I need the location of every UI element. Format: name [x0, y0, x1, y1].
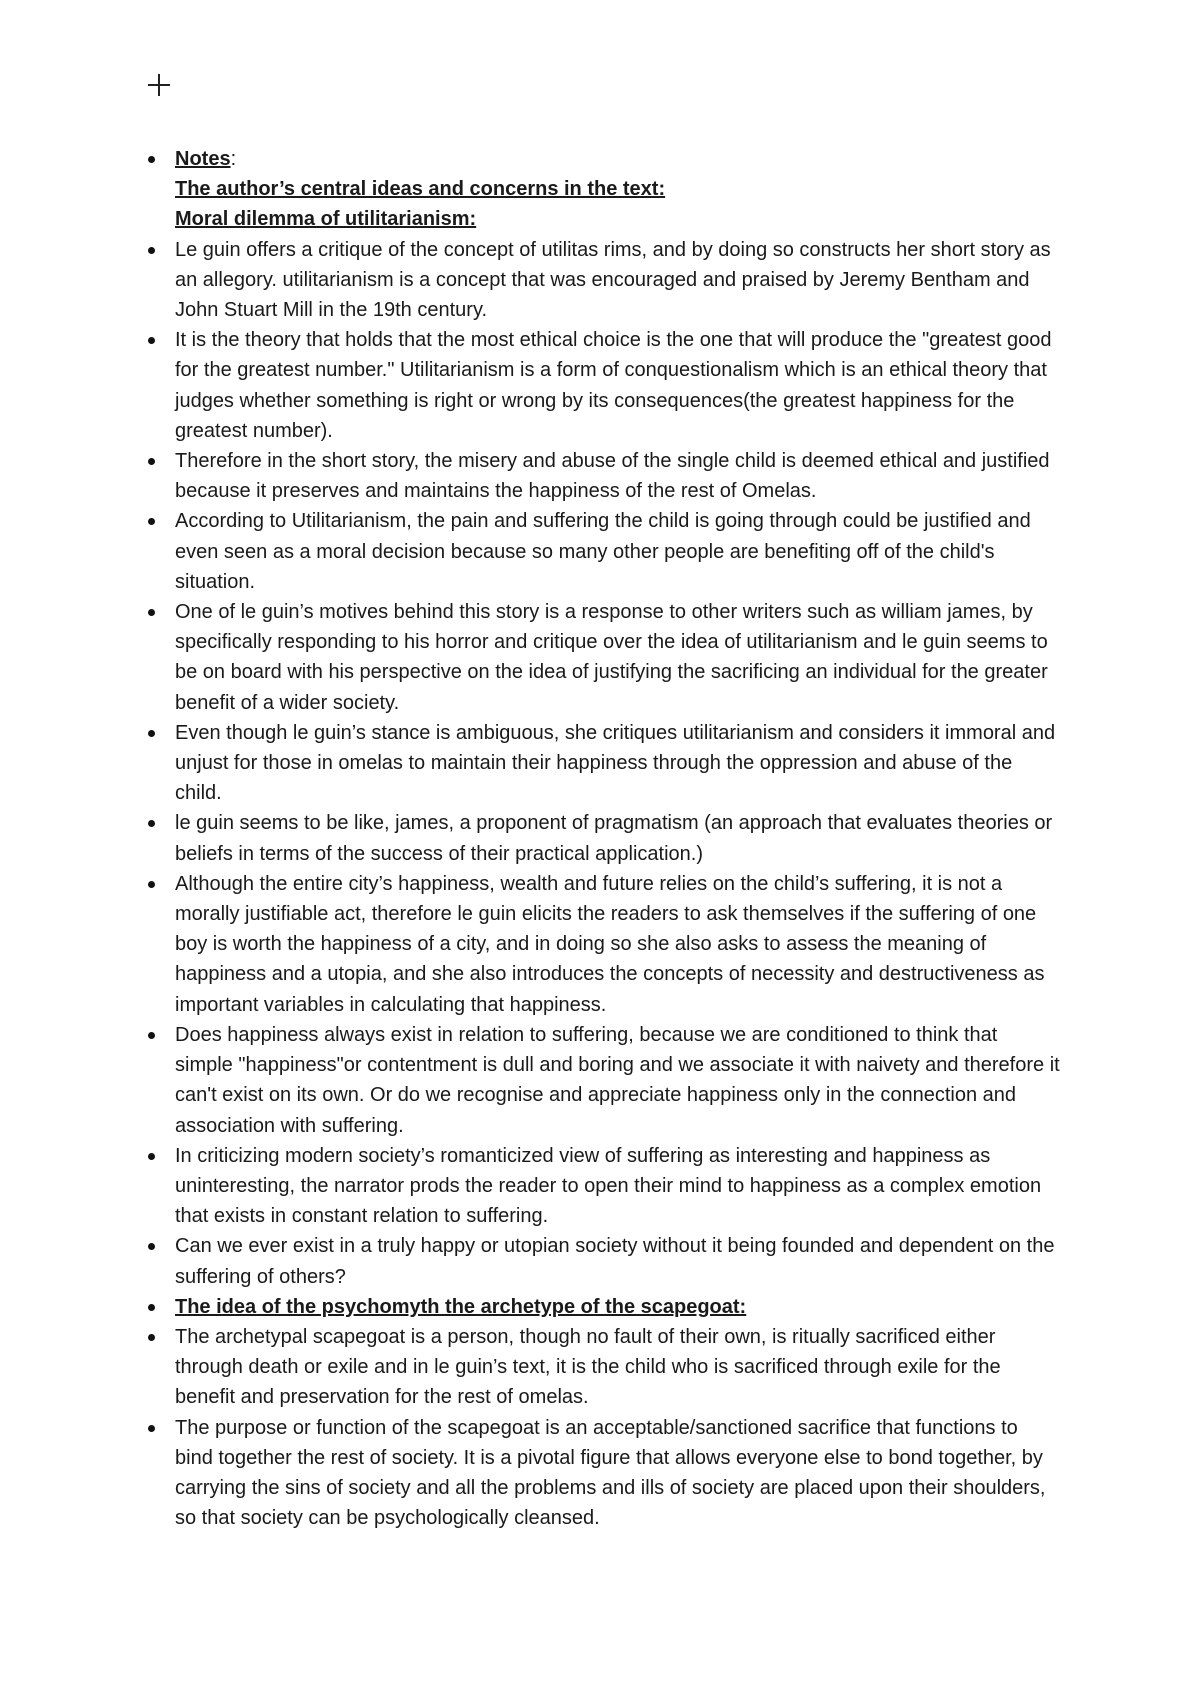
list-item [0, 597, 1200, 718]
subheading-central-ideas: The author’s central ideas and concerns in the text: [175, 178, 666, 201]
notes-heading-item [0, 144, 1200, 235]
list-item-text: It is the theory that holds that the most ethical choice is the one that will produce the "greatest good for the greatest number." Utilitarianism is a form of conquestionalism which is an ethical theory that judges whether something is right or wrong by its consequences(the greatest happiness for the greatest number). [175, 329, 1052, 442]
bullet-icon [148, 1304, 155, 1311]
list-item-text: Therefore in the short story, the misery and abuse of the single child is deemed ethical and justified because it preserves and maintains the happiness of the rest of Omelas. [175, 450, 1050, 503]
list-item [0, 446, 1200, 506]
list-item [0, 718, 1200, 809]
bullet-icon [148, 247, 155, 254]
bullet-icon [148, 1153, 155, 1160]
bullet-icon [148, 1334, 155, 1341]
bullet-icon [148, 609, 155, 616]
heading-scapegoat: The idea of the psychomyth the archetype of the scapegoat: [175, 1295, 747, 1318]
list-item-text: According to Utilitarianism, the pain and suffering the child is going through could be justified and even seen as a moral decision because so many other people are benefiting off of the child's situation. [175, 510, 1031, 593]
list-item [0, 869, 1200, 1020]
bullet-icon [148, 820, 155, 827]
list-item [0, 1322, 1200, 1413]
bullet-icon [148, 1243, 155, 1250]
bullet-icon [148, 458, 155, 465]
list-item [0, 1231, 1200, 1291]
notes-colon: : [230, 148, 237, 170]
list-item [0, 506, 1200, 597]
list-item-text: Does happiness always exist in relation to suffering, because we are conditioned to think that simple "happiness"or contentment is dull and boring and we associate it with naivety and therefore it can't exist on its own. Or do we recognise and appreciate happiness only in the connection and association with suffering. [175, 1023, 1060, 1137]
list-item [0, 1141, 1200, 1232]
bullet-icon [148, 156, 155, 163]
list-item [0, 325, 1200, 446]
bullet-icon [148, 730, 155, 737]
list-item [0, 1020, 1200, 1141]
crosshair-cursor-icon [148, 74, 170, 96]
subheading-moral-dilemma: Moral dilemma of utilitarianism: [175, 208, 477, 231]
scapegoat-heading-item [0, 1292, 1200, 1322]
list-item-text: The purpose or function of the scapegoat is an acceptable/sanctioned sacrifice that functions to bind together the rest of society. It is a pivotal figure that allows everyone else to bond together, by carrying the sins of society and all the problems and ills of society are placed upon their shoulders, so that society can be psychologically cleansed. [175, 1416, 1046, 1530]
bullet-list-utilitarianism [0, 235, 1200, 1292]
list-item-text: Although the entire city’s happiness, wealth and future relies on the child’s suffering, it is not a morally justifiable act, therefore le guin elicits the readers to ask themselves if the suffering of one boy is worth the happiness of a city, and in doing so she also asks to assess the meaning of happiness and a utopia, and she also introduces the concepts of necessity and destructiveness as important variables in calculating that happiness. [175, 872, 1045, 1016]
bullet-icon [148, 518, 155, 525]
list-item-text: The archetypal scapegoat is a person, though no fault of their own, is ritually sacrificed either through death or exile and in le guin’s text, it is the child who is sacrificed through exile for the benefit and preservation for the rest of omelas. [175, 1325, 1001, 1409]
list-item-text: Even though le guin’s stance is ambiguous, she critiques utilitarianism and considers it immoral and unjust for those in omelas to maintain their happiness through the oppression and abuse of the child. [175, 721, 1056, 805]
bullet-icon [148, 1032, 155, 1039]
list-item-text: Le guin offers a critique of the concept of utilitas rims, and by doing so constructs her short story as an allegory. utilitarianism is a concept that was encouraged and praised by Jeremy Bentham and John Stuart Mill in the 19th century. [175, 238, 1051, 322]
list-item-text: le guin seems to be like, james, a proponent of pragmatism (an approach that evaluates theories or beliefs in terms of the success of their practical application.) [175, 812, 1053, 865]
list-item-text: In criticizing modern society’s romanticized view of suffering as interesting and happiness as uninteresting, the narrator prods the reader to open their mind to happiness as a complex emotion that exists in constant relation to suffering. [175, 1144, 1042, 1228]
bullet-icon [148, 1425, 155, 1432]
list-item [0, 808, 1200, 868]
list-item [0, 235, 1200, 326]
bullet-icon [148, 337, 155, 344]
document-body [0, 144, 1200, 1533]
list-item-text: One of le guin’s motives behind this story is a response to other writers such as william james, by specifically responding to his horror and critique over the idea of utilitarianism and le guin seems to be on board with his perspective on the idea of justifying the sacrificing an individual for the greater benefit of a wider society. [175, 601, 1048, 714]
list-item [0, 1413, 1200, 1534]
notes-label: Notes [175, 148, 231, 170]
list-item-text: Can we ever exist in a truly happy or utopian society without it being founded and dependent on the suffering of others? [175, 1235, 1055, 1288]
bullet-list-scapegoat [0, 1322, 1200, 1533]
bullet-icon [148, 881, 155, 888]
